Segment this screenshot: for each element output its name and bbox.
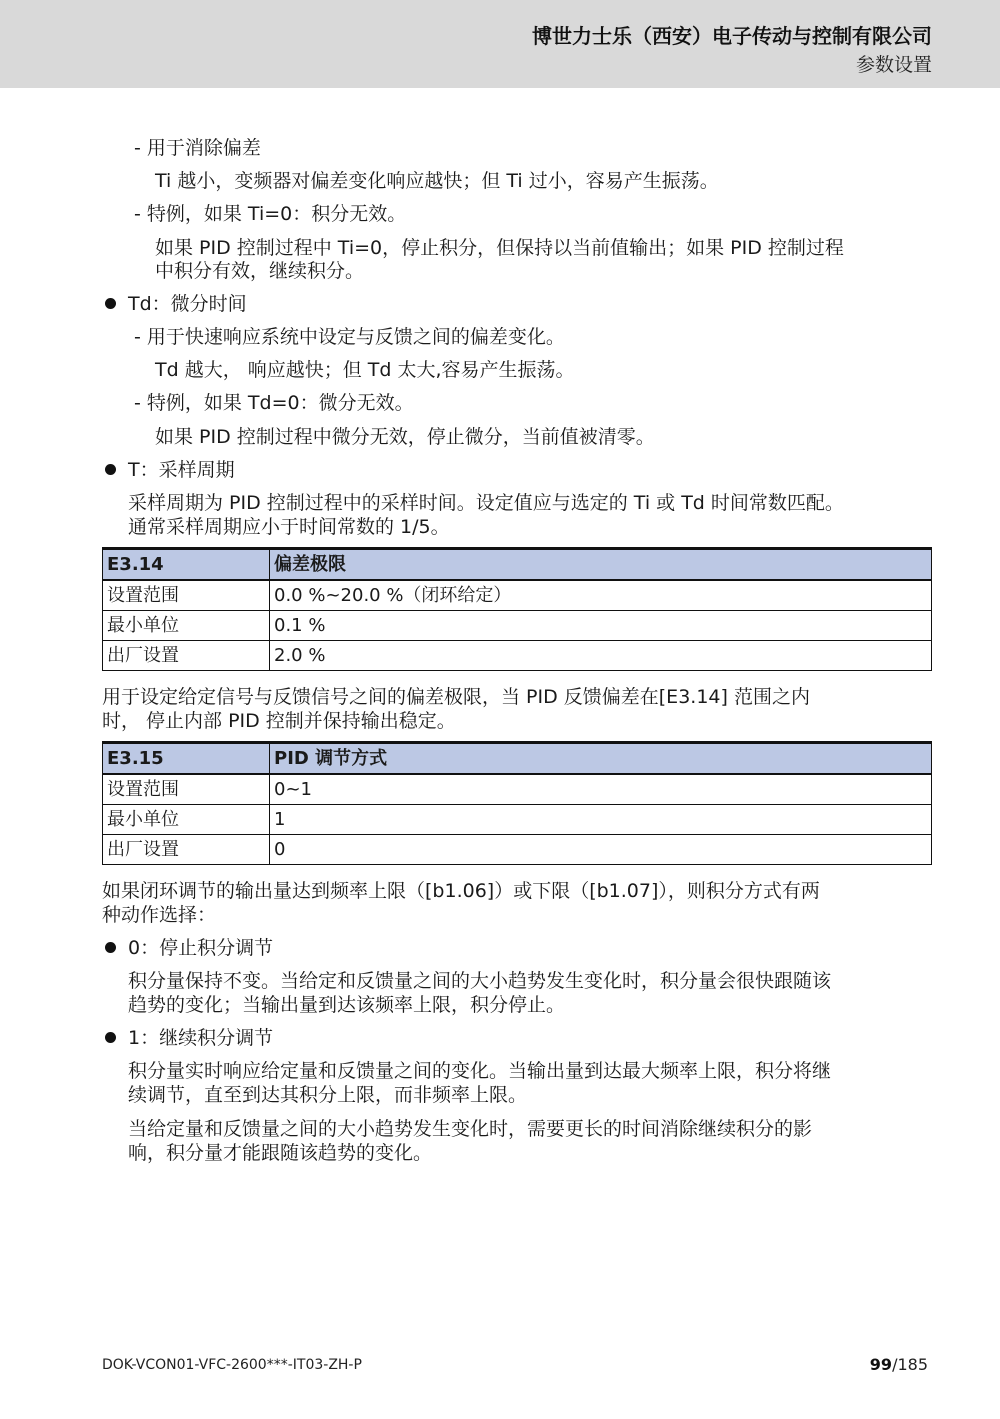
row-label: 设置范围 (103, 774, 270, 805)
row-value: 0.0 %~20.0 %（闭环给定） (270, 580, 932, 611)
ti-text-1: Ti 越小，变频器对偏差变化响应越快；但 Ti 过小，容易产生振荡。 (155, 170, 719, 192)
company-name: 博世力士乐（西安）电子传动与控制有限公司 (532, 24, 932, 48)
param-code: E3.15 (103, 743, 270, 775)
table-row (103, 580, 932, 611)
row-label: 出厂设置 (103, 835, 270, 865)
e314-desc-1: 用于设定给定信号与反馈信号之间的偏差极限，当 PID 反馈偏差在[E3.14] 范围之内 (102, 686, 810, 708)
td-text-2: 如果 PID 控制过程中微分无效，停止微分，当前值被清零。 (155, 426, 655, 448)
bullet-icon (105, 298, 116, 309)
opt1-text-3: 当给定量和反馈量之间的大小趋势发生变化时，需要更长的时间消除继续积分的影 (128, 1118, 813, 1140)
row-value: 0~1 (270, 774, 932, 805)
current-page: 99 (869, 1355, 893, 1374)
param-name: PID 调节方式 (270, 743, 932, 775)
opt1-text-4: 响，积分量才能跟随该趋势的变化。 (128, 1142, 433, 1164)
t-text-2: 通常采样周期应小于时间常数的 1/5。 (128, 516, 450, 538)
opt1-title: 1：继续积分调节 (128, 1027, 274, 1049)
td-text-1: Td 越大， 响应越快；但 Td 太大,容易产生振荡。 (155, 359, 575, 381)
page-number (870, 1355, 928, 1374)
param-code: E3.14 (103, 549, 270, 581)
opt0-title: 0：停止积分调节 (128, 937, 274, 959)
ti-text-2a: 如果 PID 控制过程中 Ti=0，停止积分，但保持以当前值输出；如果 PID 控制过程 (155, 237, 844, 259)
opt0-text-1: 积分量保持不变。当给定和反馈量之间的大小趋势发生变化时，积分量会很快跟随该 (128, 970, 832, 992)
param-name: 偏差极限 (270, 549, 932, 581)
total-pages: /185 (892, 1355, 928, 1374)
row-value: 2.0 % (270, 641, 932, 671)
td-dash-2: - 特例，如果 Td=0：微分无效。 (134, 392, 414, 414)
td-dash-1: - 用于快速响应系统中设定与反馈之间的偏差变化。 (134, 326, 565, 348)
table-row (103, 641, 932, 671)
ti-dash-1: - 用于消除偏差 (134, 137, 261, 159)
ti-text-2b: 中积分有效，继续积分。 (155, 260, 365, 282)
e314-desc-2: 时， 停止内部 PID 控制并保持输出稳定。 (102, 710, 456, 732)
row-value: 0 (270, 835, 932, 865)
row-label: 最小单位 (103, 805, 270, 835)
e315-desc-1: 如果闭环调节的输出量达到频率上限（[b1.06]）或下限（[b1.07]），则积分方式有两 (102, 880, 820, 902)
param-table-e3-15 (102, 741, 932, 865)
opt0-text-2: 趋势的变化；当输出量到达该频率上限，积分停止。 (128, 994, 566, 1016)
page-header (0, 0, 1000, 88)
ti-dash-2: - 特例，如果 Ti=0：积分无效。 (134, 203, 407, 225)
bullet-icon (105, 942, 116, 953)
t-title: T：采样周期 (128, 459, 235, 481)
table-row (103, 774, 932, 805)
t-text-1: 采样周期为 PID 控制过程中的采样时间。设定值应与选定的 Ti 或 Td 时间常数匹配。 (128, 492, 844, 514)
bullet-icon (105, 464, 116, 475)
table-header-row (103, 743, 932, 775)
opt1-text-1: 积分量实时响应给定量和反馈量之间的变化。当输出量到达最大频率上限，积分将继 (128, 1060, 832, 1082)
table-row (103, 835, 932, 865)
table-row (103, 805, 932, 835)
document-id: DOK-VCON01-VFC-2600***-IT03-ZH-P (102, 1357, 362, 1373)
e315-desc-2: 种动作选择： (102, 904, 217, 926)
row-value: 1 (270, 805, 932, 835)
table-row (103, 611, 932, 641)
row-value: 0.1 % (270, 611, 932, 641)
section-title: 参数设置 (855, 54, 932, 76)
row-label: 出厂设置 (103, 641, 270, 671)
td-title: Td：微分时间 (128, 293, 247, 315)
bullet-icon (105, 1032, 116, 1043)
param-table-e3-14 (102, 547, 932, 671)
row-label: 设置范围 (103, 580, 270, 611)
opt1-text-2: 续调节，直至到达其积分上限，而非频率上限。 (128, 1084, 528, 1106)
row-label: 最小单位 (103, 611, 270, 641)
table-header-row (103, 549, 932, 581)
